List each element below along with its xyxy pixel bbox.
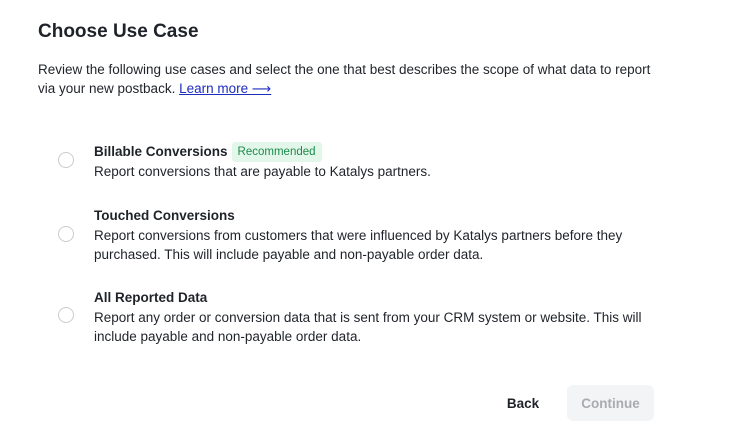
option-title-row [94,287,654,309]
option-all-reported-data-text [94,287,654,346]
option-title-row [94,205,654,227]
option-description: Report conversions from customers that were influenced by Katalys partners before they purchased. This will include payable and non-payable order data. [94,228,623,262]
radio-all-reported-data[interactable] [58,307,74,323]
option-description: Report any order or conversion data that is sent from your CRM system or website. This will include payable and non-payable order data. [94,310,642,344]
radio-billable-conversions[interactable] [58,152,74,168]
back-button[interactable]: Back [494,385,552,421]
page-title: Choose Use Case [38,21,199,42]
option-description: Report conversions that are payable to Katalys partners. [94,164,431,179]
learn-more-link[interactable]: Learn more ⟶ [179,80,272,96]
option-title-row [94,141,654,163]
continue-button[interactable]: Continue [567,385,654,421]
intro-body: Review the following use cases and select the one that best describes the scope of what data to report via your new postback. [38,62,651,96]
option-billable-conversions-text [94,141,654,181]
option-touched-conversions-text [94,205,654,264]
recommended-badge: Recommended [232,142,322,162]
option-title: Billable Conversions [94,144,228,159]
radio-touched-conversions[interactable] [58,226,74,242]
option-title: Touched Conversions [94,208,235,223]
option-title: All Reported Data [94,290,208,305]
